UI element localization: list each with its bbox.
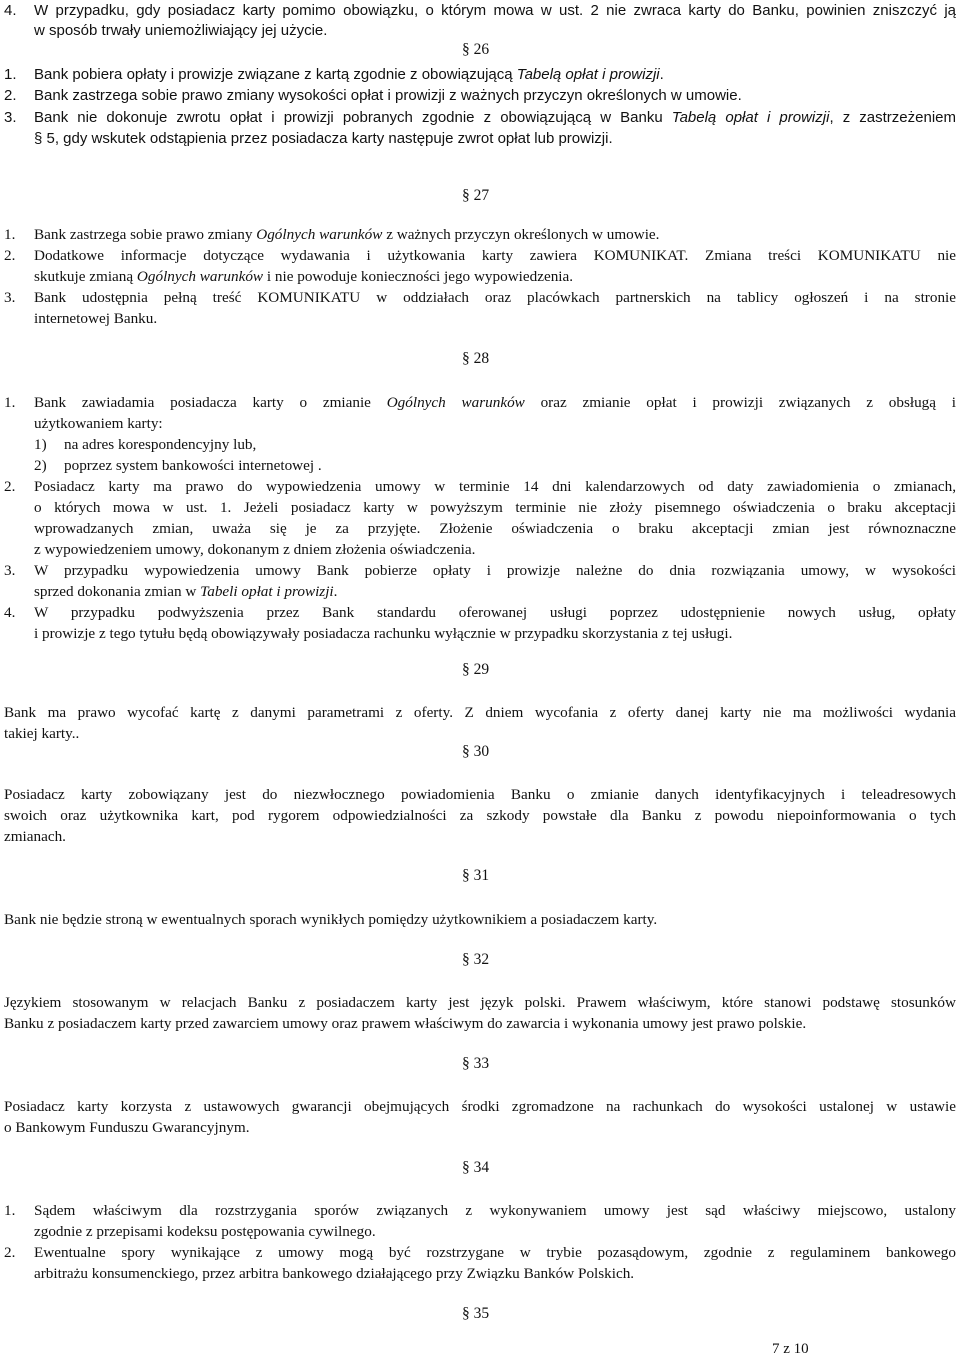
- paragraph-line: [0, 805, 960, 826]
- text-part: sprzed dokonania zmian w: [34, 583, 201, 600]
- section-heading: § 28: [462, 350, 490, 367]
- line-text: [34, 266, 956, 287]
- section-heading: § 35: [462, 1305, 490, 1322]
- paragraph-line: [0, 992, 960, 1013]
- line-text: swoich oraz użytkownika kart, pod rygorem odpowiedzialności za szkody powstałe dla Banku z powodu niepoinformowania o tych: [4, 807, 956, 824]
- item-number: 1.: [4, 394, 16, 411]
- paragraph-line: [0, 128, 960, 149]
- item-number: 1.: [4, 66, 17, 83]
- paragraph-line: [0, 539, 960, 560]
- line-text: Ewentualne spory wynikające z umowy mogą być rozstrzygane w trybie pozasądowym, zgodnie z regulaminem bankowego: [34, 1244, 956, 1261]
- line-text: na adres korespondencyjny lub,: [64, 436, 257, 453]
- page-number: 7 z 10: [772, 1341, 809, 1357]
- paragraph-line: [0, 723, 960, 744]
- paragraph-line: [0, 1200, 960, 1221]
- section-heading: § 30: [462, 743, 490, 760]
- paragraph-line: [0, 224, 960, 245]
- text-part: .: [333, 583, 338, 600]
- section-heading: § 32: [462, 951, 490, 968]
- text-part: i nie powoduje konieczności jego wypowiedzenia.: [263, 268, 574, 285]
- item-number: 1.: [4, 226, 16, 243]
- line-text: Sądem właściwym dla rozstrzygania sporów związanych z wykonywaniem umowy jest sąd właściwy miejscowo, ustalony: [34, 1202, 956, 1219]
- italic-term: Ogólnych warunków: [386, 394, 525, 411]
- line-text: [34, 581, 956, 602]
- line-text: wprowadzanych zmian, uważa się je za przyjęte. Złożenie oświadczenia o braku akceptacji zmian jest równoznaczne: [34, 520, 956, 537]
- text-part: .: [659, 66, 664, 83]
- paragraph-line: [0, 602, 960, 623]
- line-text: W przypadku, gdy posiadacz karty pomimo obowiązku, o którym mowa w ust. 2 nie zwraca karty do Banku, powinien zniszczyć ją: [34, 2, 956, 19]
- italic-term: Ogólnych warunków: [136, 268, 264, 285]
- italic-term: Tabelą opłat i prowizji: [516, 66, 660, 83]
- paragraph-line: [0, 623, 960, 644]
- line-text: takiej karty..: [4, 725, 80, 742]
- line-text: W przypadku podwyższenia przez Bank standardu oferowanej usługi poprzez udostępnienie nowych usług, opłaty: [34, 604, 956, 621]
- item-number: 1): [34, 436, 47, 453]
- paragraph-line: [0, 581, 960, 602]
- paragraph-line: [0, 1221, 960, 1242]
- line-text: Bank ma prawo wycofać kartę z danymi parametrami z oferty. Z dniem wycofania z oferty danej karty nie ma możliwości wydania: [4, 704, 956, 721]
- text-part: , z zastrzeżeniem: [829, 109, 957, 126]
- line-text: zmianach.: [4, 828, 66, 845]
- item-number: 1.: [4, 1202, 16, 1219]
- paragraph-line: [0, 266, 960, 287]
- item-number: 2.: [4, 1244, 16, 1261]
- text-part: Bank zastrzega sobie prawo zmiany: [34, 226, 257, 243]
- text-part: Bank zawiadamia posiadacza karty o zmianie: [34, 394, 387, 411]
- section-heading: § 33: [462, 1055, 490, 1072]
- line-text: z wypowiedzeniem umowy, dokonanym z dniem złożenia oświadczenia.: [34, 541, 476, 558]
- line-text: Posiadacz karty ma prawo do wypowiedzenia umowy w terminie 14 dni kalendarzowych od daty zawiadomienia o zmianach,: [34, 478, 956, 495]
- line-text: Dodatkowe informacje dotyczące wydawania i użytkowania karty zawiera KOMUNIKAT. Zmiana treści KOMUNIKATU nie: [34, 247, 956, 264]
- paragraph-line: [0, 560, 960, 581]
- paragraph-line: [0, 497, 960, 518]
- line-text: [34, 107, 956, 128]
- line-text: § 5, gdy wskutek odstąpienia przez posiadacza karty następuje zwrot opłat lub prowizji.: [34, 130, 613, 147]
- line-text: Banku z posiadaczem karty przed zawarciem umowy oraz prawem właściwym do zawarcia i wykonania umowy jest prawo polskie.: [4, 1015, 807, 1032]
- paragraph-line: [0, 0, 960, 21]
- paragraph-line: [0, 245, 960, 266]
- paragraph-line: [0, 1242, 960, 1263]
- list-item: [0, 434, 960, 455]
- paragraph-line: [0, 476, 960, 497]
- italic-term: Ogólnych warunków: [256, 226, 383, 243]
- section-heading: § 29: [462, 661, 490, 678]
- line-text: o których mowa w ust. 1. Jeżeli posiadacz karty w powyższym terminie nie złoży pisemnego oświadczenia o braku akceptacji: [34, 499, 956, 516]
- paragraph-line: [0, 826, 960, 847]
- item-number: 4.: [4, 604, 16, 621]
- line-text: o Bankowym Funduszu Gwarancyjnym.: [4, 1119, 250, 1136]
- paragraph-line: [0, 1117, 960, 1138]
- line-text: internetowej Banku.: [34, 310, 158, 327]
- paragraph-line: [0, 1263, 960, 1284]
- paragraph-line: [0, 392, 960, 413]
- text-part: skutkuje zmianą: [34, 268, 137, 285]
- section-heading: § 31: [462, 867, 490, 884]
- italic-term: Tabeli opłat i prowizji: [200, 583, 334, 600]
- line-text: W przypadku wypowiedzenia umowy Bank pobierze opłaty i prowizje należne do dnia rozwiązania umowy, w wysokości: [34, 562, 956, 579]
- text-part: Bank pobiera opłaty i prowizje związane z kartą zgodnie z obowiązującą: [34, 66, 517, 83]
- item-number: 2.: [4, 87, 17, 104]
- section-heading: § 34: [462, 1159, 490, 1176]
- line-text: Posiadacz karty zobowiązany jest do niezwłocznego powiadomienia Banku o zmianie danych identyfikacyjnych i teleadresowych: [4, 786, 956, 803]
- item-number: 2.: [4, 478, 16, 495]
- item-number: 3.: [4, 109, 17, 126]
- line-text: użytkowaniem karty:: [34, 415, 163, 432]
- line-text: [34, 392, 956, 413]
- line-text: w sposób trwały uniemożliwiający jej użycie.: [34, 22, 328, 39]
- line-text: Bank nie będzie stroną w ewentualnych sporach wynikłych pomiędzy użytkownikiem a posiadaczem karty.: [4, 911, 658, 928]
- paragraph-line: [0, 1096, 960, 1117]
- line-text: [34, 224, 956, 245]
- item-number: 4.: [4, 2, 17, 19]
- text-part: Bank nie dokonuje zwrotu opłat i prowizji pobranych zgodnie z obowiązującą w Banku: [34, 109, 672, 126]
- paragraph-line: [0, 287, 960, 308]
- list-item: [0, 455, 960, 476]
- section-heading: § 27: [462, 187, 490, 204]
- item-number: 3.: [4, 289, 16, 306]
- paragraph-line: [0, 518, 960, 539]
- paragraph-line: [0, 702, 960, 723]
- paragraph-line: [0, 20, 960, 41]
- paragraph-line: [0, 64, 960, 85]
- paragraph-line: [0, 413, 960, 434]
- line-text: Bank udostępnia pełną treść KOMUNIKATU w oddziałach oraz placówkach partnerskich na tablicy ogłoszeń i na stronie: [34, 289, 956, 306]
- line-text: Językiem stosowanym w relacjach Banku z posiadaczem karty jest język polski. Prawem właściwym, które stanowi podstawę stosunków: [4, 994, 956, 1011]
- line-text: Posiadacz karty korzysta z ustawowych gwarancji obejmujących środki zgromadzone na rachunkach do wysokości ustalonej w ustawie: [4, 1098, 956, 1115]
- line-text: zgodnie z przepisami kodeksu postępowania cywilnego.: [34, 1223, 376, 1240]
- italic-term: Tabelą opłat i prowizji: [671, 109, 830, 126]
- item-number: 2.: [4, 247, 16, 264]
- paragraph-line: [0, 107, 960, 128]
- paragraph-line: [0, 1013, 960, 1034]
- line-text: arbitrażu konsumenckiego, przez arbitra bankowego działającego przy Związku Banków Polskich.: [34, 1265, 635, 1282]
- paragraph-line: [0, 308, 960, 329]
- text-part: z ważnych przyczyn określonych w umowie.: [382, 226, 660, 243]
- line-text: [34, 64, 956, 85]
- section-heading: § 26: [462, 41, 490, 58]
- item-number: 3.: [4, 562, 16, 579]
- line-text: poprzez system bankowości internetowej .: [64, 457, 322, 474]
- line-text: Bank zastrzega sobie prawo zmiany wysokości opłat i prowizji z ważnych przyczyn określonych w umowie.: [34, 87, 742, 104]
- item-number: 2): [34, 457, 47, 474]
- text-part: oraz zmianie opłat i prowizji związanych z obsługą i: [524, 394, 956, 411]
- paragraph-line: [0, 784, 960, 805]
- line-text: i prowizje z tego tytułu będą obowiązywały posiadacza rachunku wyłącznie w przypadku skorzystania z tej usługi.: [34, 625, 733, 642]
- paragraph-line: [0, 85, 960, 106]
- paragraph-line: [0, 909, 960, 930]
